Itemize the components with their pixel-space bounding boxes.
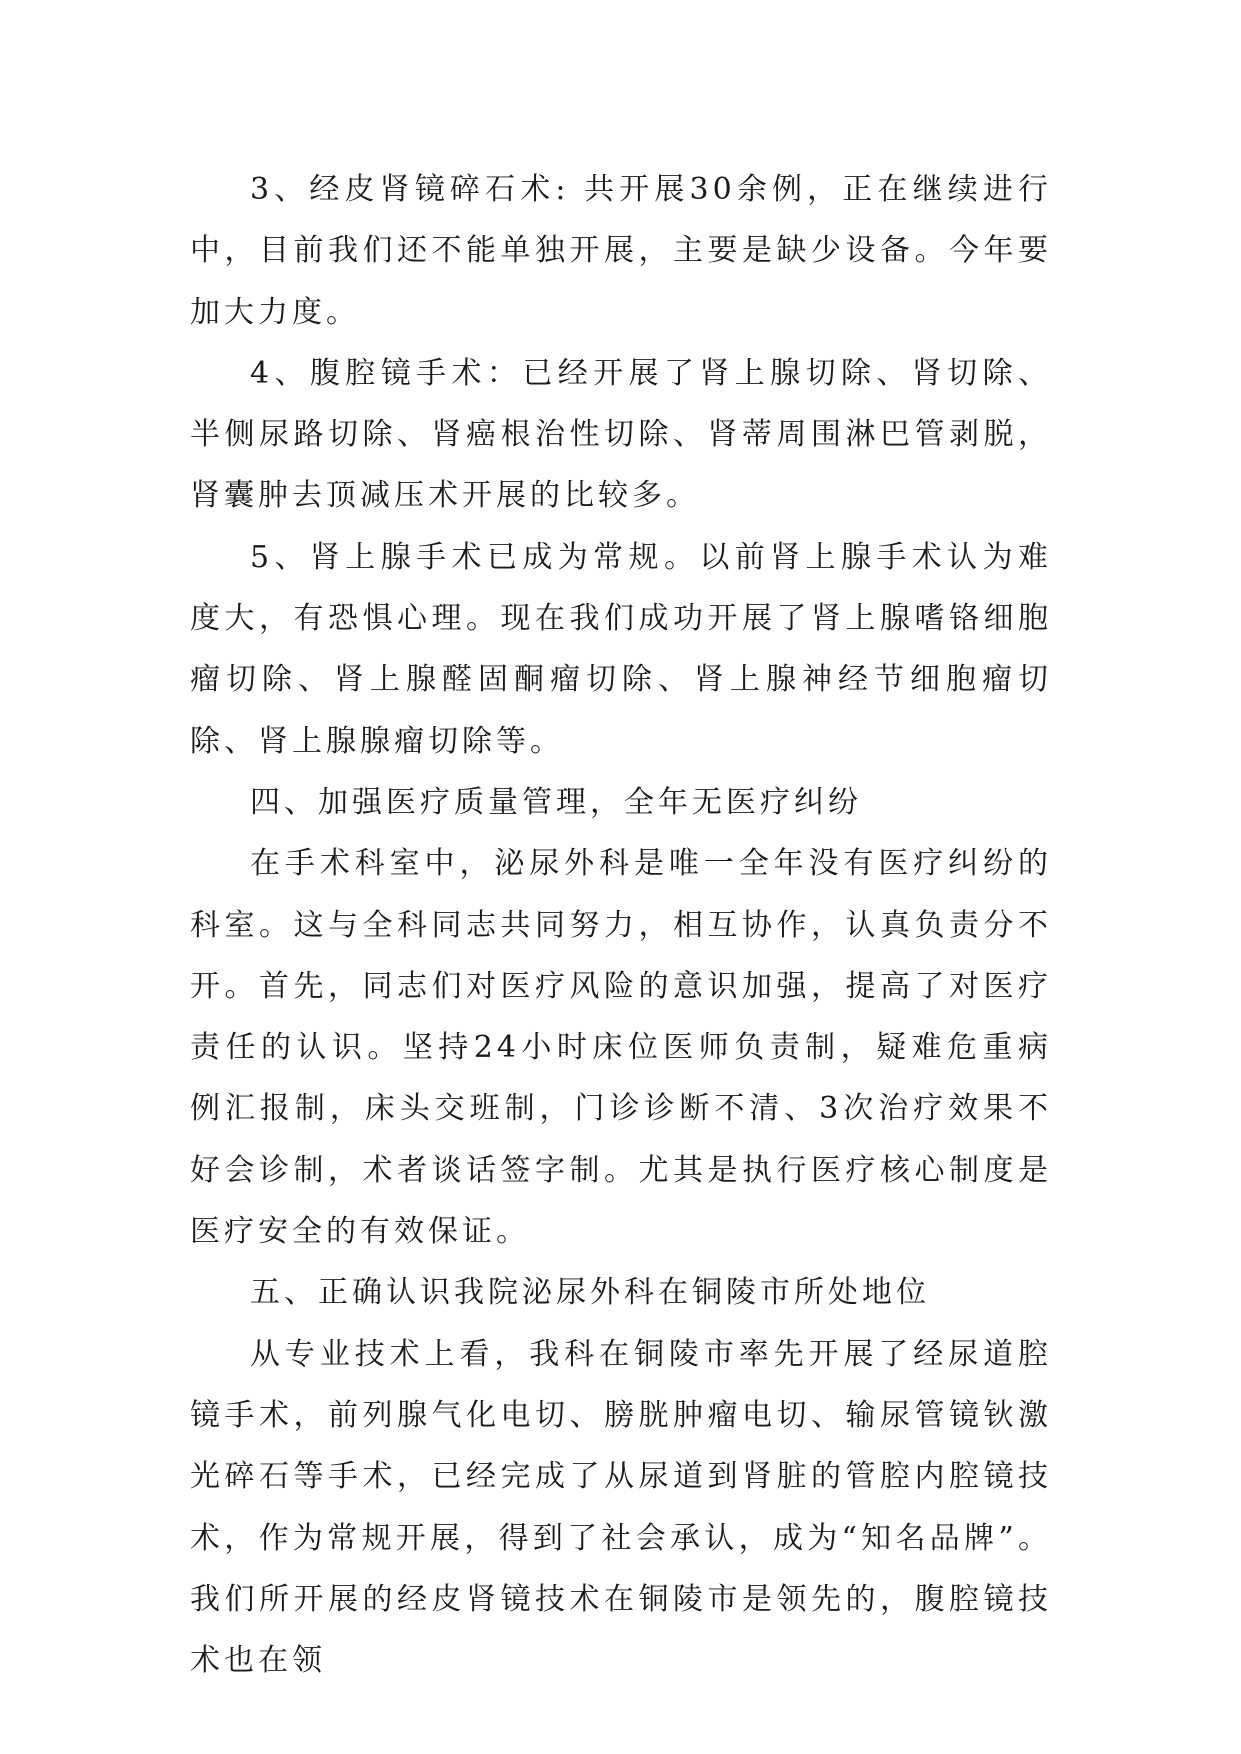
document-body bbox=[190, 159, 1052, 1691]
paragraph-professional-status: 从专业技术上看，我科在铜陵市率先开展了经尿道腔镜手术，前列腺气化电切、膀胱肿瘤电切、输尿管镜钬激光碎石等手术，已经完成了从尿道到肾脏的管腔内腔镜技术，作为常规开展，得到了社会承认，成为“知名品牌”。我们所开展的经皮肾镜技术在铜陵市是领先的，腹腔镜技术也在领 bbox=[190, 1336, 1052, 1679]
paragraph-laparoscopy: 4、腹腔镜手术：已经开展了肾上腺切除、肾切除、半侧尿路切除、肾癌根治性切除、肾蒂周围淋巴管剥脱，肾囊肿去顶减压术开展的比较多。 bbox=[190, 355, 1052, 514]
section-heading-quality: 四、加强医疗质量管理，全年无医疗纠纷 bbox=[250, 784, 862, 820]
section-heading-position: 五、正确认识我院泌尿外科在铜陵市所处地位 bbox=[250, 1275, 930, 1311]
paragraph-pcnl: 3、经皮肾镜碎石术: 共开展30余例，正在继续进行中，目前我们还不能单独开展，主要是缺少设备。今年要加大力度。 bbox=[190, 172, 1052, 330]
paragraph-adrenal-surgery: 5、肾上腺手术已成为常规。以前肾上腺手术认为难度大，有恐惧心理。现在我们成功开展了肾上腺嗜铬细胞瘤切除、肾上腺醛固酮瘤切除、肾上腺神经节细胞瘤切除、肾上腺腺瘤切除等。 bbox=[190, 539, 1052, 759]
paragraph-quality-management: 在手术科室中，泌尿外科是唯一全年没有医疗纠纷的科室。这与全科同志共同努力，相互协作，认真负责分不开。首先，同志们对医疗风险的意识加强，提高了对医疗责任的认识。坚持24小时床位医师负责制，疑难危重病例汇报制，床头交班制，门诊诊断不清、3次治疗效果不好会诊制，术者谈话签字制。尤其是执行医疗核心制度是医疗安全的有效保证。 bbox=[190, 846, 1052, 1250]
